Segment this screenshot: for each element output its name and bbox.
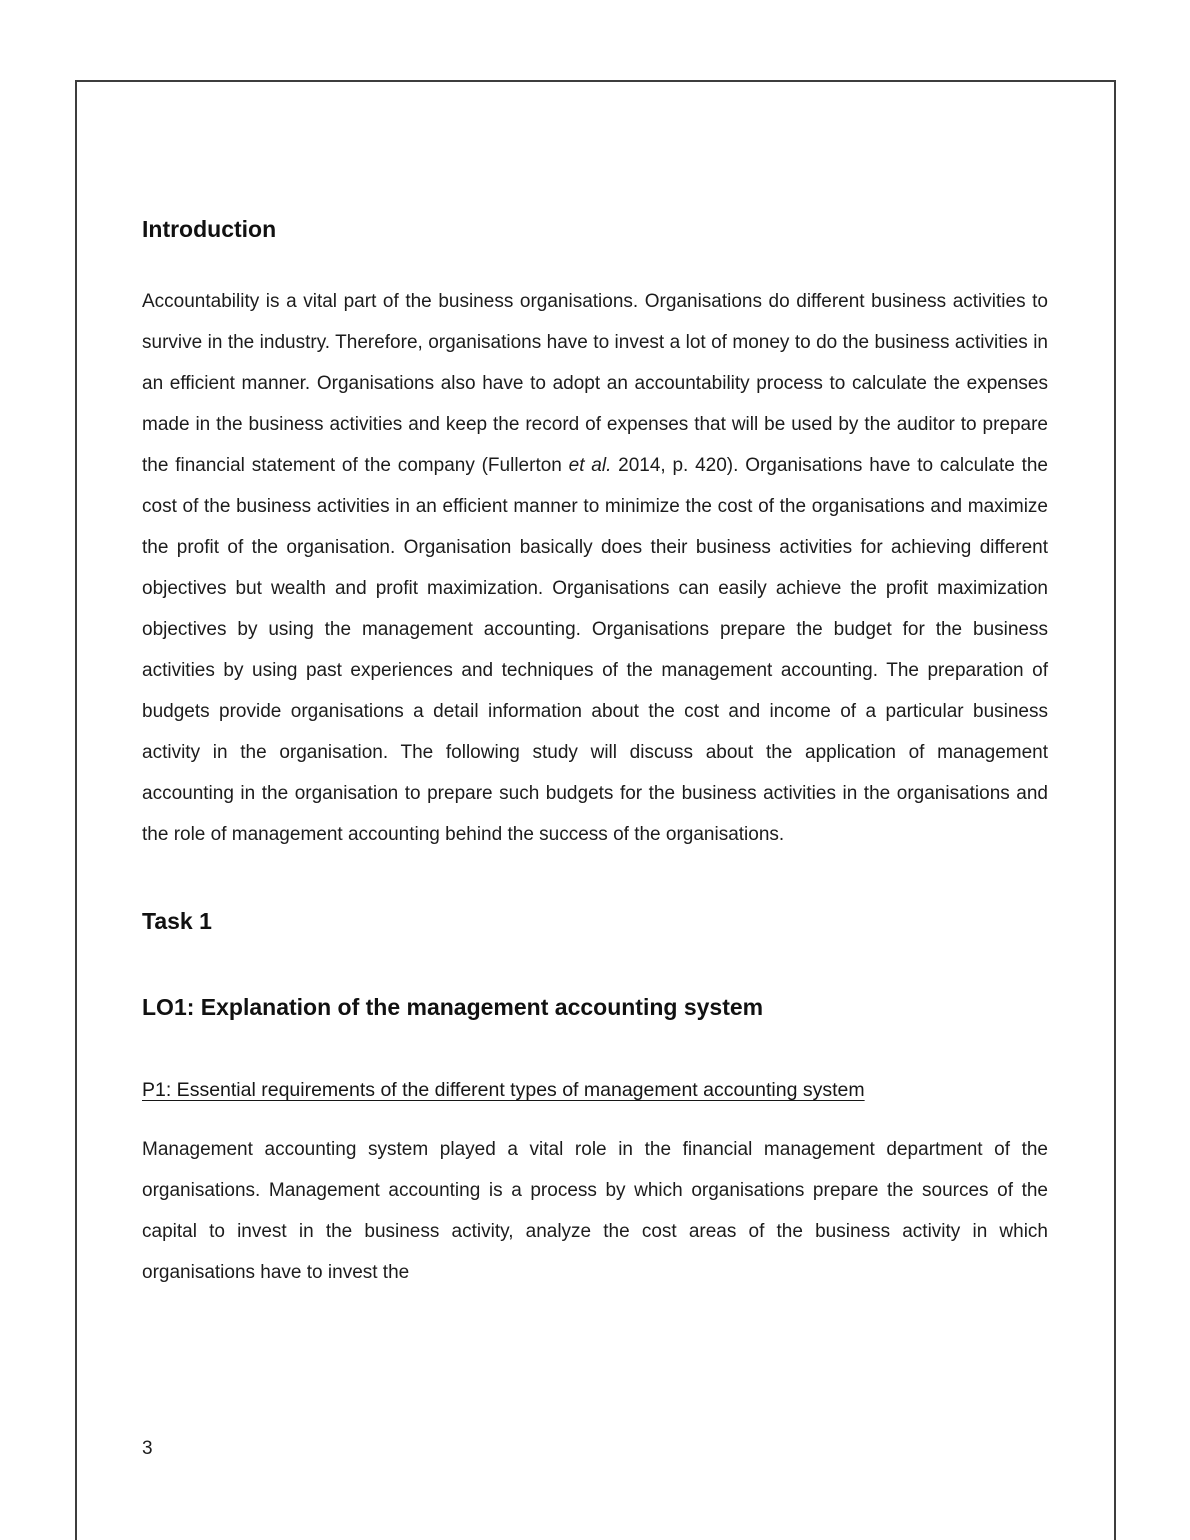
lo1-heading: LO1: Explanation of the management accounting system bbox=[142, 994, 764, 1020]
introduction-heading: Introduction bbox=[142, 216, 277, 242]
task-1-heading: Task 1 bbox=[142, 908, 212, 934]
page-content bbox=[142, 215, 1048, 1293]
p1-subheading: P1: Essential requirements of the different types of management accounting system bbox=[142, 1079, 865, 1101]
citation-et-al-italic: et al. bbox=[568, 455, 612, 476]
introduction-paragraph-text-start: Accountability is a vital part of the business organisations. Organisations do different business activities to survive in the industry. Therefore, organisations have to invest a lot of money to do the business activities in an efficient manner. Organisations also have to adopt an accountability process to calculate the expenses made in the business activities and keep the record of expenses that will be used by the auditor to prepare the financial statement of the company (Fullerton bbox=[142, 291, 1048, 476]
introduction-paragraph-text-end: 2014, p. 420). Organisations have to calculate the cost of the business activities in an efficient manner to minimize the cost of the organisations and maximize the profit of the organisation. Organisation basically does their business activities for achieving different objectives but wealth and profit maximization. Organisations can easily achieve the profit maximization objectives by using the management accounting. Organisations prepare the budget for the business activities by using past experiences and techniques of the management accounting. The preparation of budgets provide organisations a detail information about the cost and income of a particular business activity in the organisation. The following study will discuss about the application of management accounting in the organisation to prepare such budgets for the business activities in the organisations and the role of management accounting behind the success of the organisations. bbox=[142, 455, 1049, 845]
p1-paragraph: Management accounting system played a vital role in the financial management department of the organisations. Management accounting is a process by which organisations prepare the sources of the capital to invest in the business activity, analyze the cost areas of the business activity in which organisations have to invest the bbox=[142, 1139, 1048, 1283]
introduction-paragraph bbox=[142, 281, 1048, 855]
page-number: 3 bbox=[142, 1438, 153, 1459]
